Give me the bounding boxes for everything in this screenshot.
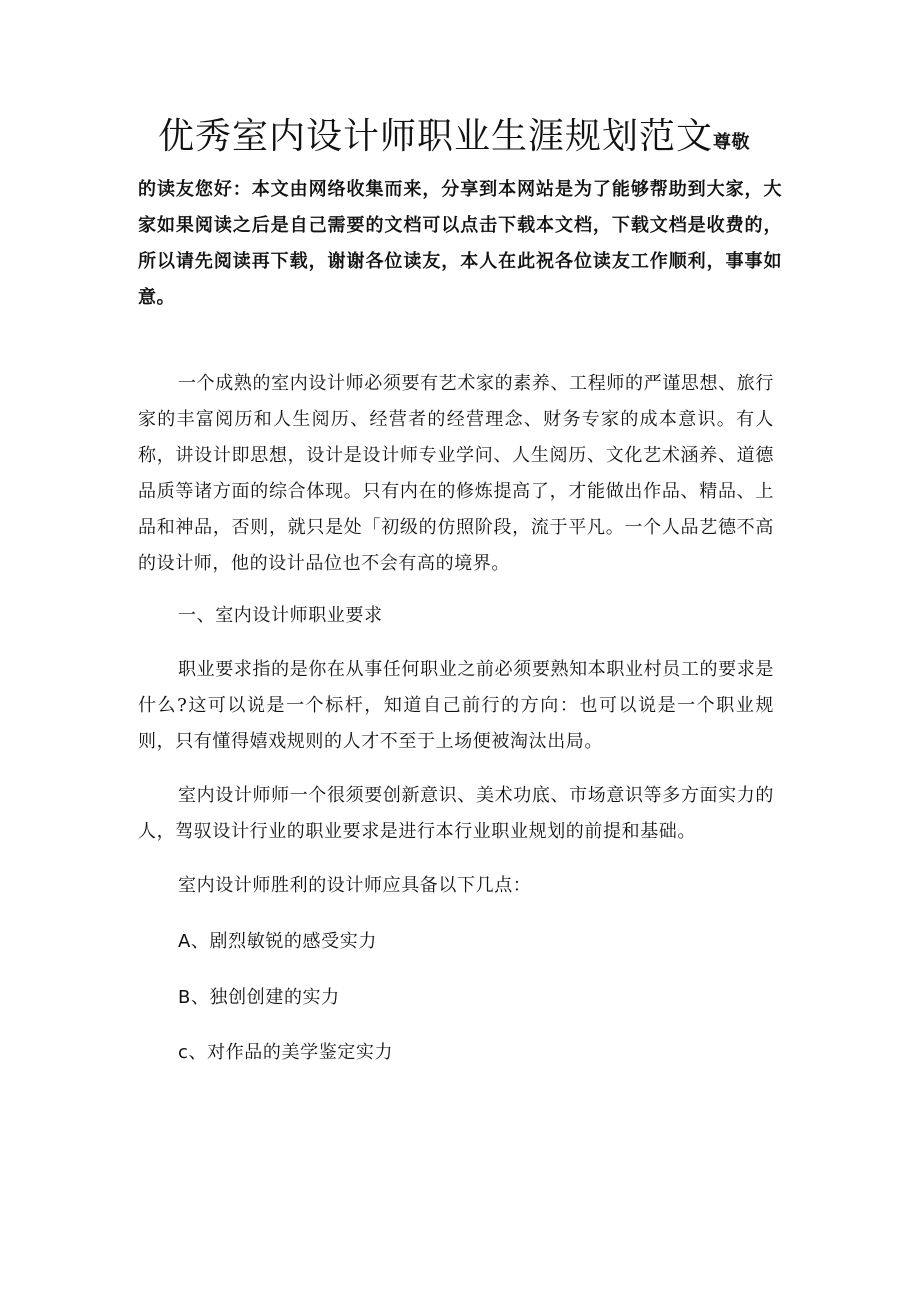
notice-text: 的读友您好：本文由网络收集而来，分享到本网站是为了能够帮助到大家，大家如果阅读之后是自己需要的文档可以点击下载本文档，下载文档是收费的，所以请先阅读再下载，谢谢各位读友，本人在此祝各位读友工作顺利，事事如意。 — [138, 179, 782, 308]
list-item — [138, 924, 774, 960]
document-header — [138, 108, 782, 316]
list-item-text: 、独创创建的实力 — [190, 987, 340, 1008]
list-marker: B — [178, 987, 191, 1008]
notice-head: 尊敬 — [713, 132, 751, 153]
list-marker: A — [178, 931, 191, 952]
paragraph-requirements: 职业要求指的是你在从事任何职业之前必须要熟知本职业村员工的要求是什么?这可以说是一个标杆，知道自己前行的方向：也可以说是一个职业规则，只有懂得嬉戏规则的人才不至于上场便被淘汰出局。 — [138, 659, 774, 752]
list-marker: c — [178, 1042, 189, 1063]
list-item-text: 、剧烈敏锐的感受实力 — [190, 931, 377, 952]
paragraph-designer-abilities: 室内设计师师一个很须要创新意识、美术功底、市场意识等多方面实力的人，驾驭设计行业的职业要求是进行本行业职业规划的前提和基础。 — [138, 785, 774, 842]
section-heading: 一、室内设计师职业要求 — [178, 605, 383, 626]
paragraph-intro: 一个成熟的室内设计师必须要有艺术家的素养、工程师的严谨思想、旅行家的丰富阅历和人生阅历、经营者的经营理念、财务专家的成本意识。有人称，讲设计即思想，设计是设计师专业学问、人生阅历、文化艺术涵养、道德品质等诸方面的综合体现。只有内在的修炼提高了，才能做出作品、精品、上品和神品，否则，就只是处「初级的仿照阶段，流于平凡。一个人品艺德不高的设计师，他的设计品位也不会有高的境界。 — [138, 373, 774, 574]
document-title-text: 优秀室内设计师职业生涯规划范文 — [158, 116, 714, 157]
list-item — [138, 1035, 774, 1071]
document-body — [138, 366, 774, 1071]
paragraph-list-intro: 室内设计师胜利的设计师应具备以下几点： — [178, 875, 532, 896]
document-title — [138, 108, 782, 172]
list-item-text: 、对作品的美学鉴定实力 — [188, 1042, 394, 1063]
list-item — [138, 980, 774, 1016]
